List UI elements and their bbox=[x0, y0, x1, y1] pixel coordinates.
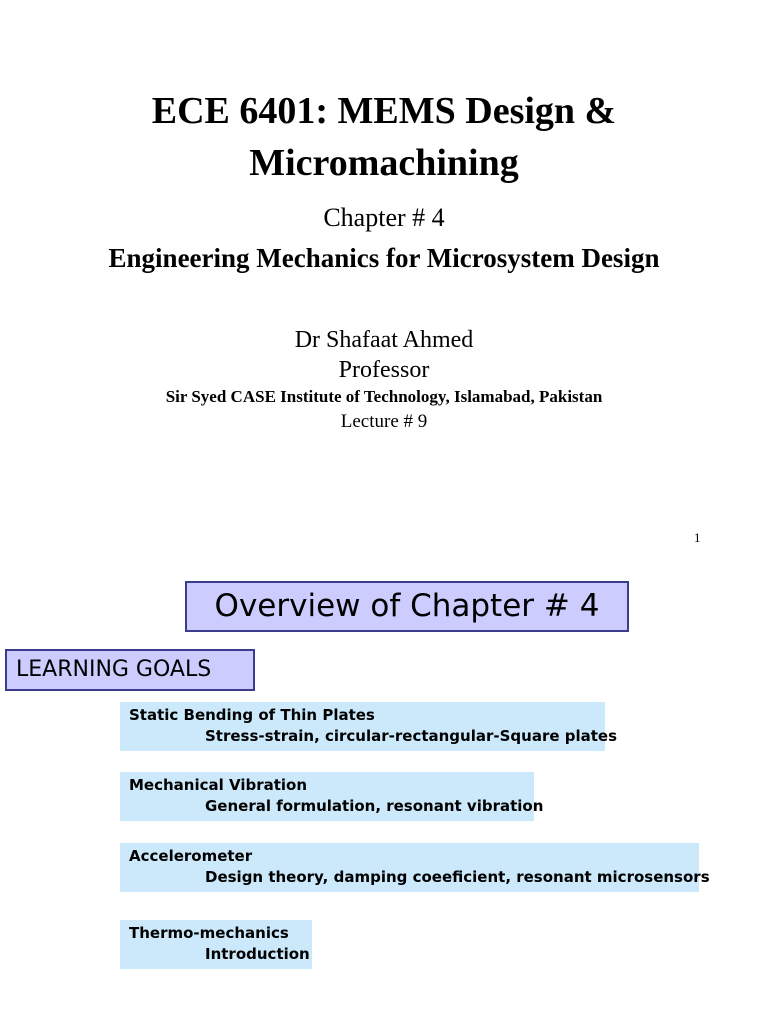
topic-heading: Mechanical Vibration bbox=[129, 776, 308, 794]
institute-name: Sir Syed CASE Institute of Technology, Islamabad, Pakistan bbox=[165, 387, 603, 406]
chapter-subtitle: Engineering Mechanics for Microsystem Design bbox=[108, 243, 660, 273]
author-role: Professor bbox=[338, 357, 430, 383]
topic-heading: Accelerometer bbox=[129, 847, 253, 865]
author-name: Dr Shafaat Ahmed bbox=[294, 327, 474, 353]
chapter-label: Chapter # 4 bbox=[323, 203, 445, 232]
topic-heading: Static Bending of Thin Plates bbox=[129, 706, 375, 724]
course-title-line2: Micromachining bbox=[249, 142, 519, 184]
topic-thermo-mechanics bbox=[120, 920, 312, 969]
topic-detail: Introduction bbox=[205, 945, 310, 963]
topic-static-bending bbox=[120, 702, 618, 751]
topic-accelerometer bbox=[120, 843, 710, 892]
topic-mechanical-vibration bbox=[120, 772, 544, 821]
course-title-line1: ECE 6401: MEMS Design & bbox=[151, 90, 617, 132]
topic-detail: General formulation, resonant vibration bbox=[205, 797, 544, 815]
page-number: 1 bbox=[694, 530, 701, 545]
topic-detail: Stress-strain, circular-rectangular-Square plates bbox=[205, 727, 618, 745]
lecture-number: Lecture # 9 bbox=[340, 411, 428, 432]
topic-heading: Thermo-mechanics bbox=[129, 924, 289, 942]
overview-title: Overview of Chapter # 4 bbox=[185, 581, 629, 632]
topic-detail: Design theory, damping coeeficient, resonant microsensors bbox=[205, 868, 710, 886]
learning-goals-label: LEARNING GOALS bbox=[5, 649, 255, 691]
